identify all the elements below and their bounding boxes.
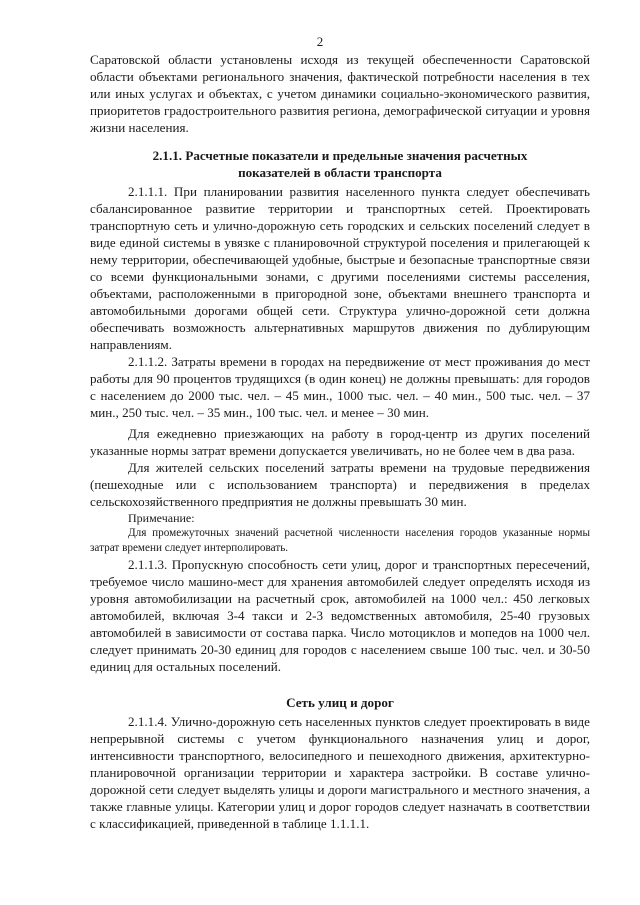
paragraph-rural: Для жителей сельских поселений затраты времени на трудовые передвижения (пешеходные или с использованием транспорта) и передвижения в пределах сельскохозяйственного предприятия не должны превышать 30 мин. <box>90 460 590 509</box>
section-heading-line1: 2.1.1. Расчетные показатели и предельные значения расчетных <box>152 148 528 163</box>
page-content <box>90 51 590 832</box>
section-heading-line2: показателей в области транспорта <box>238 164 442 180</box>
note-label: Примечание: <box>128 511 195 525</box>
section-heading <box>90 148 590 181</box>
paragraph-2-1-1-3: 2.1.1.3. Пропускную способность сети улиц, дорог и транспортных пересечений, требуемое число машино-мест для хранения автомобилей следует определять исходя из уровня автомобилизации на расчетный срок, автомобилей на 1000 чел.: 450 легковых автомобилей, включая 3-4 такси и 2-3 ведомственных автомобиля, 25-40 грузовых автомобилей в зависимости от состава парка. Число мотоциклов и мопедов на 1000 чел. следует принимать 20-30 единиц для городов с населением свыше 100 тыс. чел. и 30-50 единиц для остальных поселений. <box>90 557 590 674</box>
note-text: Для промежуточных значений расчетной численности населения городов указанные нормы затрат времени следует интерполировать. <box>90 527 590 554</box>
paragraph-commuters: Для ежедневно приезжающих на работу в город-центр из других поселений указанные нормы затрат времени допускается увеличивать, но не более чем в два раза. <box>90 426 590 458</box>
streets-heading: Сеть улиц и дорог <box>286 695 394 710</box>
paragraph-2-1-1-2: 2.1.1.2. Затраты времени в городах на передвижение от мест проживания до мест работы для 90 процентов трудящихся (в один конец) не должны превышать: для городов с населением до 2000 тыс. чел. – 45 мин., 1000 тыс. чел. – 40 мин., 500 тыс. чел. – 37 мин., 250 тыс. чел. – 35 мин., 100 тыс. чел. и менее – 30 мин. <box>90 354 590 420</box>
paragraph-intro: Саратовской области установлены исходя из текущей обеспеченности Саратовской области объектами регионального значения, фактической потребности населения в тех или иных услугах и объектах, с учетом динамики социально-экономического развития, приоритетов градостроительного развития региона, демографической ситуации и уровня жизни населения. <box>90 52 590 135</box>
paragraph-2-1-1-1: 2.1.1.1. При планировании развития населенного пункта следует обеспечивать сбалансированное развитие территории и транспортных сетей. Проектировать транспортную сеть и улично-дорожную сеть городских и сельских поселений следует в виде единой системы в увязке с планировочной структурой поселения и прилегающей к нему территории, обеспечивающей удобные, быстрые и безопасные транспортные связи со всеми функциональными зонами, с другими поселениями системы расселения, объектами, расположенными в пригородной зоне, объектами внешнего транспорта и автомобильными дорогами общей сети. Структура улично-дорожной сети должна обеспечивать возможность альтернативных маршрутов движения по дублирующим направлениям. <box>90 184 590 352</box>
page-number: 2 <box>316 34 324 49</box>
paragraph-2-1-1-4: 2.1.1.4. Улично-дорожную сеть населенных пунктов следует проектировать в виде непрерывной системы с учетом функционального назначения улиц и дорог, интенсивности транспортного, велосипедного и пешеходного движения, архитектурно-планировочной организации территории и характера застройки. В составе улично-дорожной сети следует выделять улицы и дороги магистрального и местного значения, а также главные улицы. Категории улиц и дорог городов следует назначать в соответствии с классификацией, приведенной в таблице 1.1.1.1. <box>90 713 590 831</box>
